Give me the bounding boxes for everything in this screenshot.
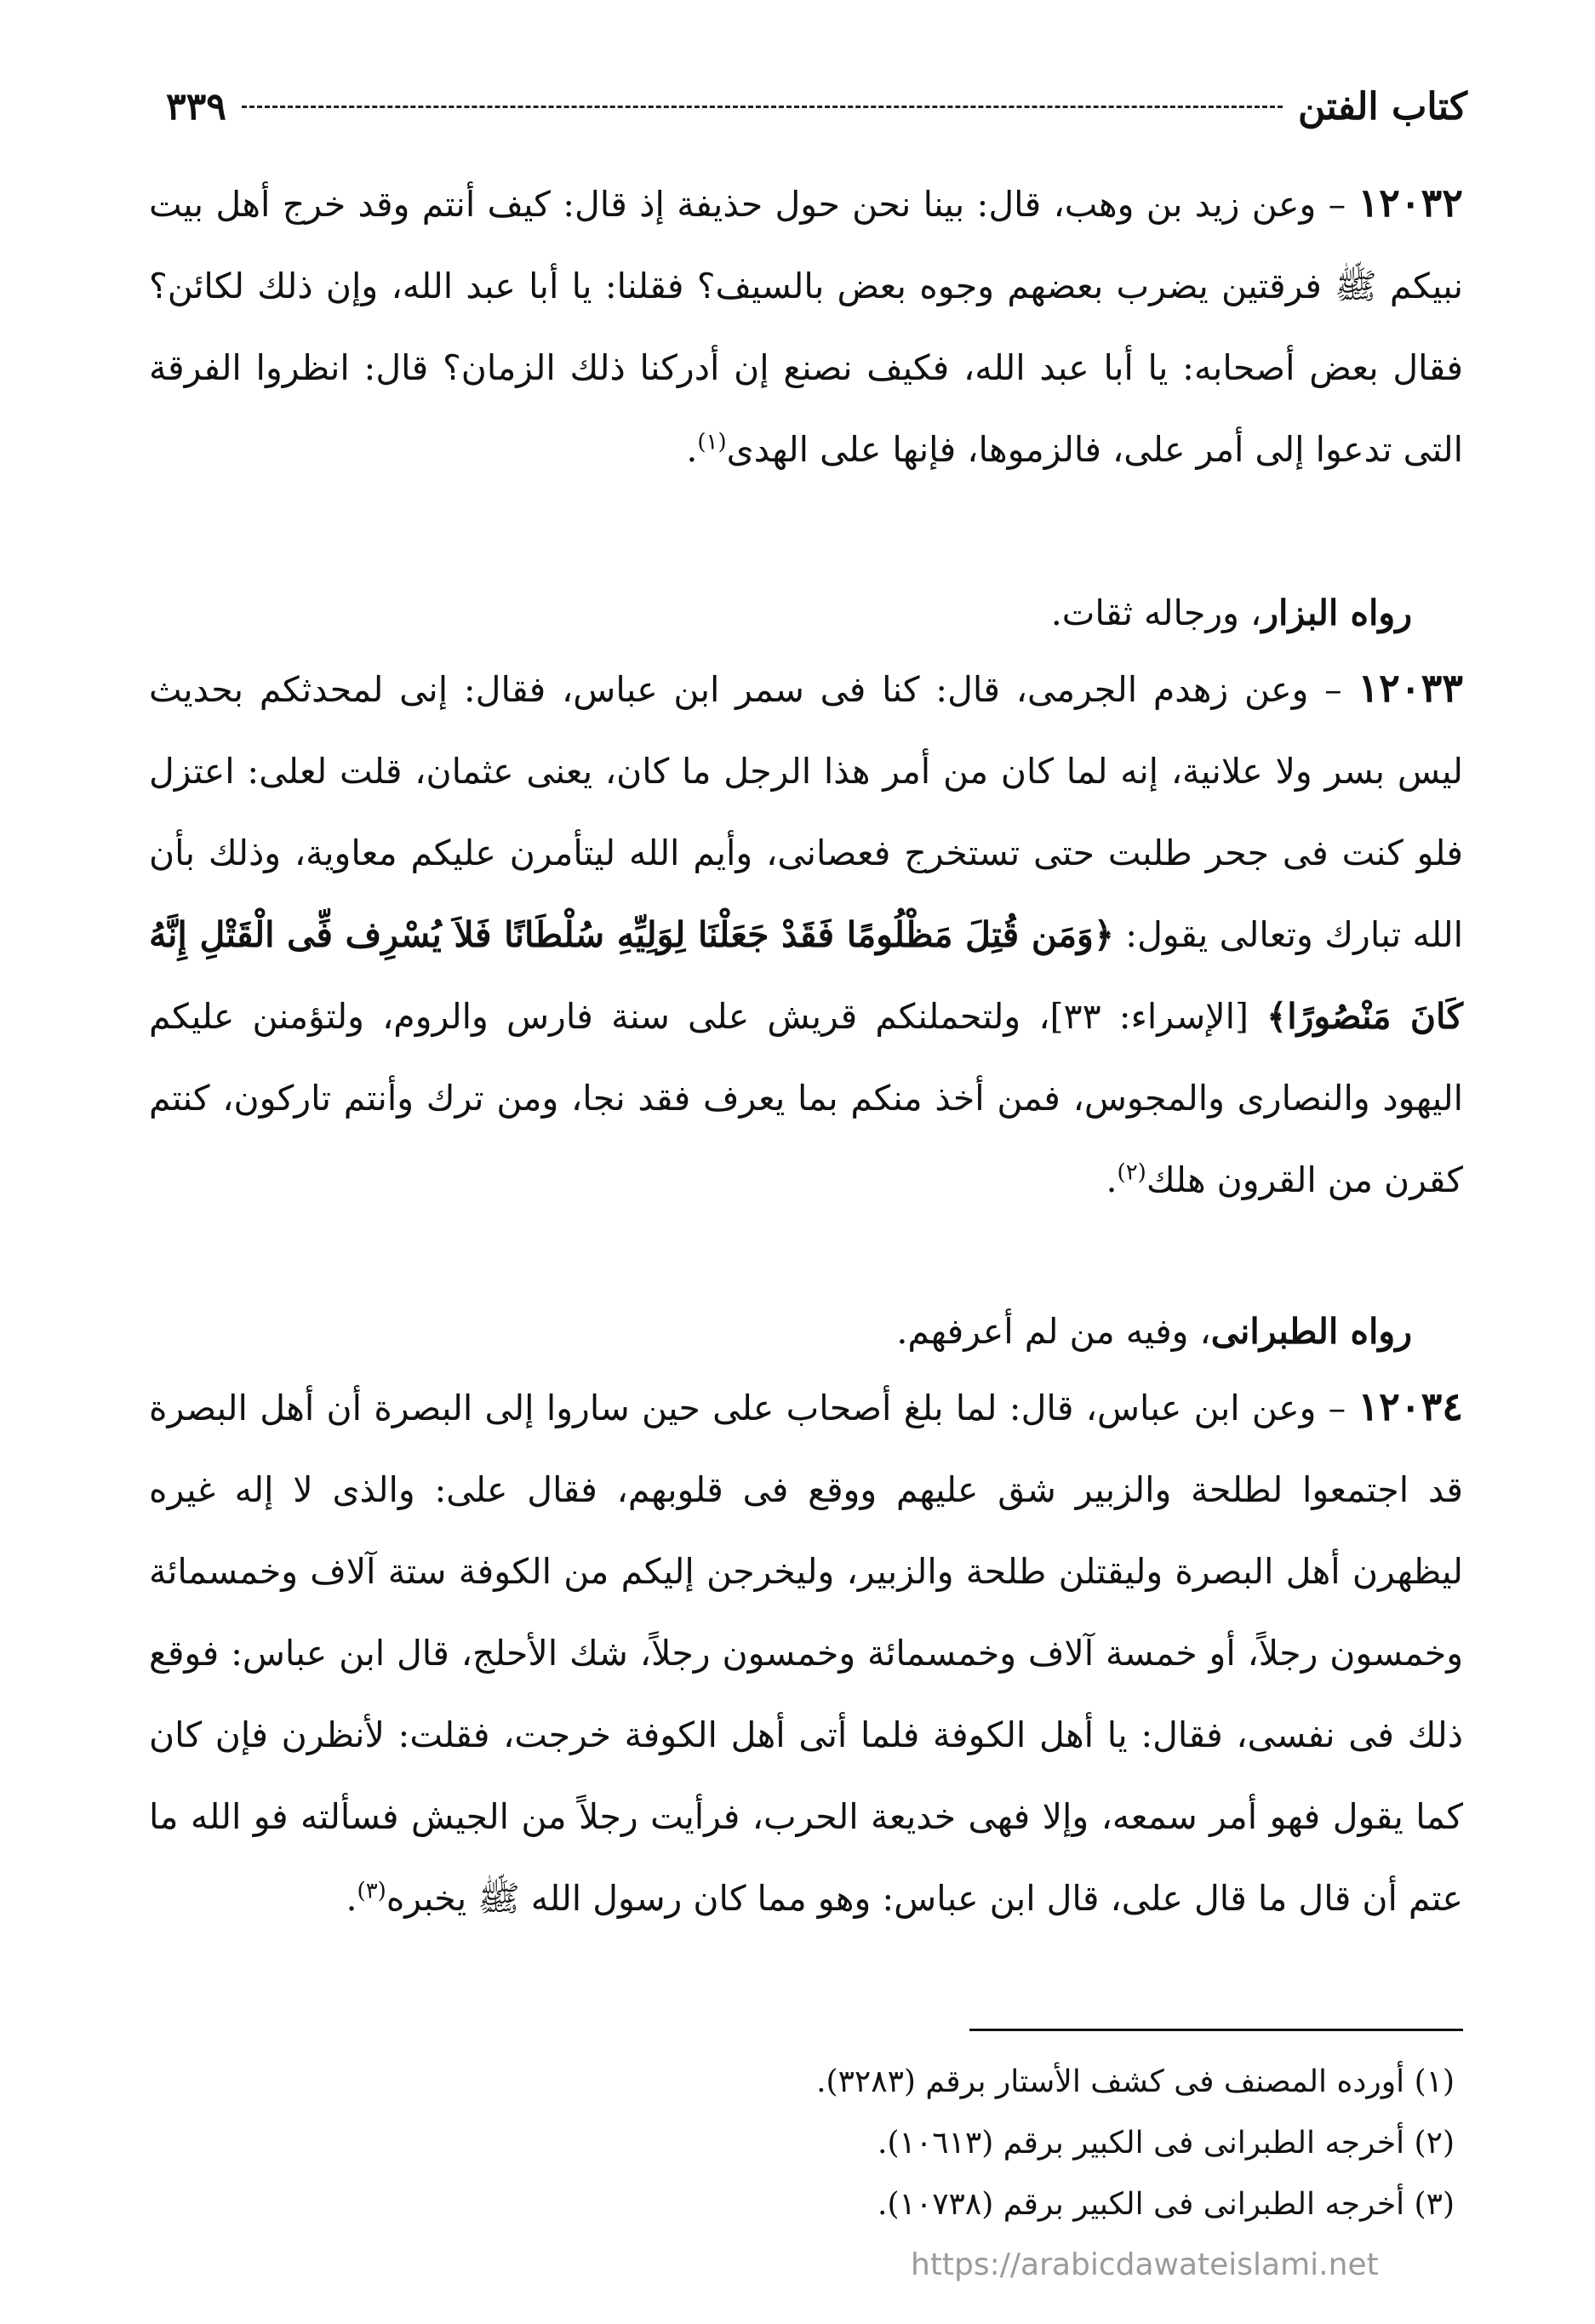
narration-note: ، ورجاله ثقات. [1050, 592, 1262, 633]
hadith-text: وعن زهدم الجرمى، قال: كنا فى سمر ابن عباس، فقال: إنى لمحدثكم بحديث ليس بسر ولا علانية، إنه لما كان من أمر هذا الرجل ما كان، يعنى عثمان، قلت لعلى: اعتزل فلو كنت فى جحر طلبت حتى تستخرج فعصانى، وأيم الله ليتأمرن عليكم معاوية، وذلك بأن الله تبارك وتعالى يقول: [149, 669, 1463, 955]
hadith-dash: – [1316, 184, 1358, 225]
footnote-separator [969, 2029, 1463, 2031]
hadith-text-continued: [الإسراء: ٣٣]، ولتحملنكم قريش على سنة فارس والروم، ولتؤمنن عليكم اليهود والنصارى والمجوس، فمن أخذ منكم بما يعرف فقد نجا، ومن ترك وأنتم تاركون، كنتم كقرن من القرون هلك [149, 996, 1463, 1200]
hadith-text: وعن زيد بن وهب، قال: بينا نحن حول حذيفة إذ قال: كيف أنتم وقد خرج أهل بيت نبيكم ﷺ فرقتين يضرب بعضهم وجوه بعض بالسيف؟ فقلنا: يا أبا عبد الله، وإن ذلك لكائن؟ فقال بعض أصحابه: يا أبا عبد الله، فكيف نصنع إن أدركنا ذلك الزمان؟ قال: انظروا الفرقة التى تدعوا إلى أمر على، فالزموها، فإنها على الهدى [149, 184, 1463, 470]
hadith-12032 [149, 162, 1463, 572]
narration-source [149, 1291, 1463, 1365]
footnote-ref: (١) [697, 429, 727, 455]
narrator-name: رواه البزار [1261, 592, 1412, 633]
page-number: ٣٣٩ [166, 84, 226, 129]
footnote-1: (١) أورده المصنف فى كشف الأستار برقم (٣٢٨٣). [816, 2064, 1455, 2099]
hadith-text: وعن ابن عباس، قال: لما بلغ أصحاب على حين ساروا إلى البصرة أن أهل البصرة قد اجتمعوا لطلحة والزبير شق عليهم ووقع فى قلوبهم، فقال على: والذى لا إله غيره ليظهرن أهل البصرة وليقتلن طلحة والزبير، وليخرجن إليكم من الكوفة ستة آلاف وخمسمائة وخمسون رجلاً، أو خمسة آلاف وخمسمائة وخمسون رجلاً، شك الأحلج، قال ابن عباس: فوقع ذلك فى نفسى، فقال: يا أهل الكوفة فلما أتى أهل الكوفة خرجت، فقلت: لأنظرن فإن كان كما يقول فهو أمر سمعه، وإلا فهى خديعة الحرب، فرأيت رجلاً من الجيش فسألته فو الله ما عتم أن قال ما قال على، قال ابن عباس: وهو مما كان رسول الله ﷺ يخبره [149, 1388, 1463, 1919]
footnote-3: (٣) أخرجه الطبرانى فى الكبير برقم (١٠٧٣٨). [878, 2187, 1455, 2222]
chapter-title: كتاب الفتن [1297, 84, 1467, 129]
hadith-dash: – [1308, 669, 1358, 710]
hadith-number: ١٢٠٣٤ [1358, 1383, 1463, 1429]
footnote-2: (٢) أخرجه الطبرانى فى الكبير برقم (١٠٦١٣). [878, 2126, 1455, 2161]
hadith-12034 [149, 1365, 1463, 1939]
hadith-end: . [346, 1878, 357, 1919]
hadith-end: . [686, 429, 698, 470]
page-header [166, 81, 1467, 132]
hadith-dash: – [1316, 1388, 1358, 1428]
footnote-ref: (٣) [357, 1878, 386, 1904]
source-watermark: https://arabicdawateislami.net [911, 2247, 1379, 2282]
header-dashed-rule [242, 106, 1283, 108]
footnotes [149, 2052, 1455, 2235]
narration-note: ، وفيه من لم أعرفهم. [896, 1311, 1211, 1352]
narrator-name: رواه الطبرانى [1210, 1311, 1412, 1352]
footnote-ref: (٢) [1117, 1159, 1146, 1186]
narration-source [149, 572, 1463, 647]
hadith-number: ١٢٠٣٢ [1358, 180, 1463, 226]
hadith-12033 [149, 647, 1463, 1291]
quran-verse: ﴿وَمَن قُتِلَ مَظْلُومًا فَقَدْ جَعَلْنَا لِوَلِيِّهِ سُلْطَانًا فَلاَ يُسْرِف فِّى الْقَتْلِ إِنَّهُ كَانَ مَنْصُورًا﴾ [149, 914, 1463, 1037]
hadith-number: ١٢٠٣٣ [1358, 665, 1463, 711]
hadith-end: . [1106, 1159, 1118, 1200]
page-body [149, 162, 1463, 1939]
